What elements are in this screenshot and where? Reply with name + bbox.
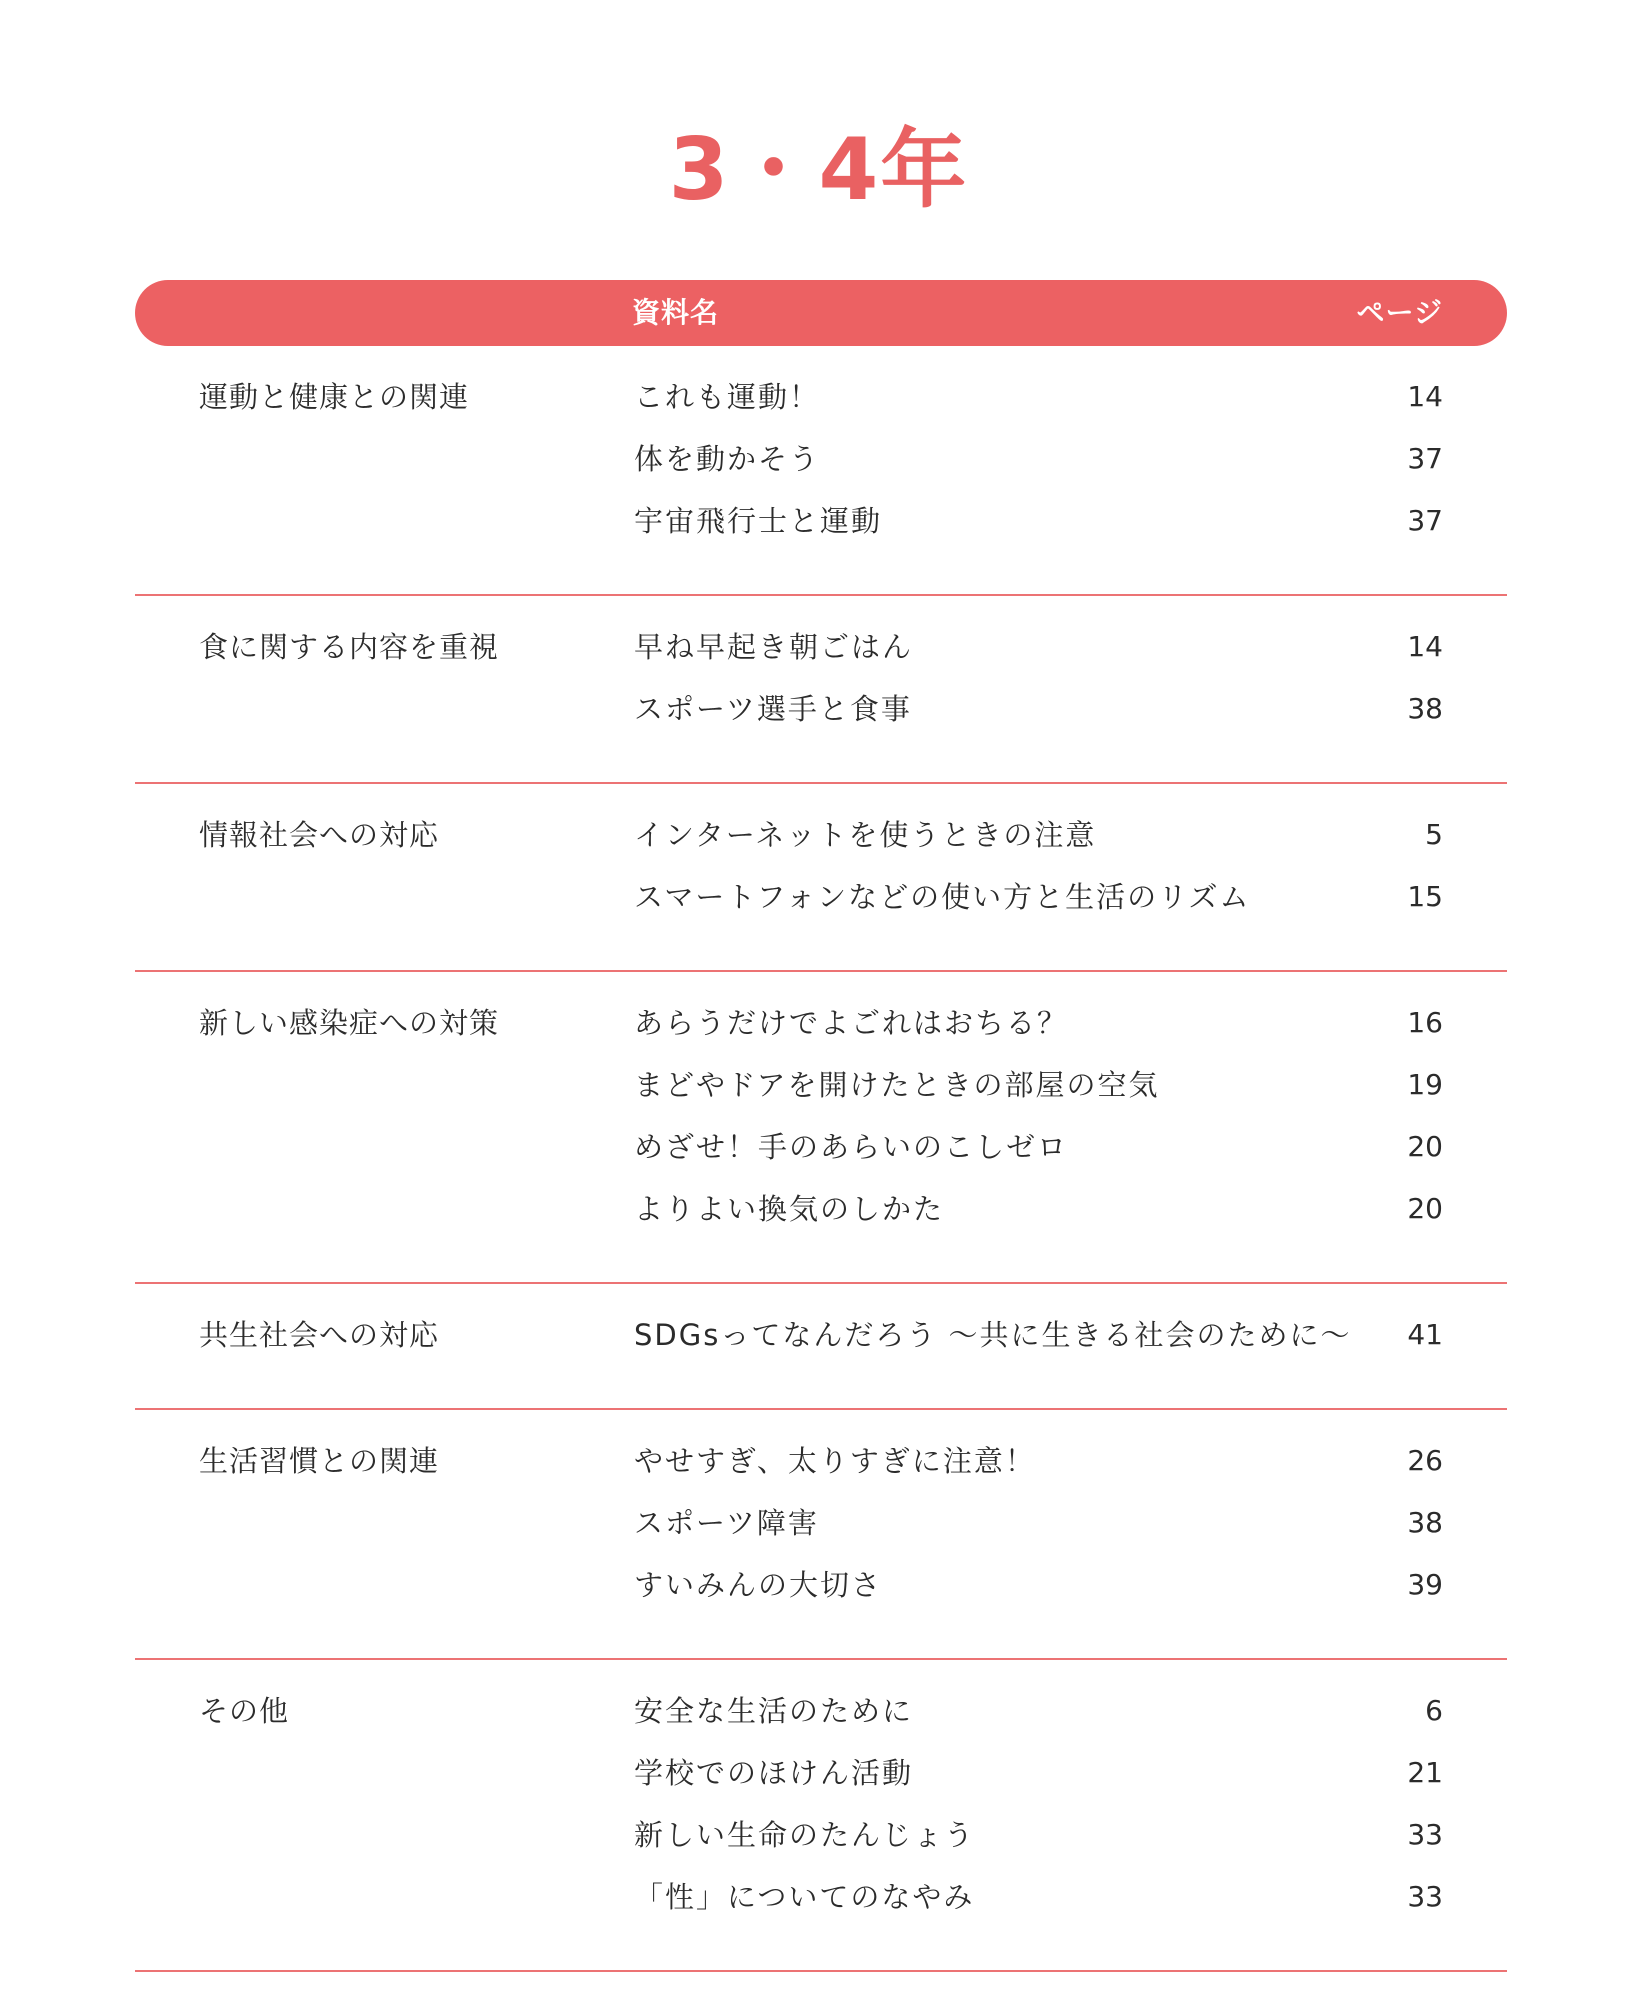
section-food bbox=[135, 596, 1507, 784]
item-name: やせすぎ、太りすぎに注意！ bbox=[634, 1444, 1036, 1478]
section-exercise-health bbox=[135, 346, 1507, 596]
item-name: インターネットを使うときの注意 bbox=[634, 818, 1097, 852]
list-item bbox=[135, 1004, 1507, 1066]
section-title: 生活習慣との関連 bbox=[199, 1444, 440, 1478]
section-infection bbox=[135, 972, 1507, 1284]
item-name: 学校でのほけん活動 bbox=[634, 1756, 914, 1790]
item-page: 39 bbox=[1407, 1568, 1443, 1601]
section-other bbox=[135, 1660, 1507, 1972]
item-name: SDGsってなんだろう 〜共に生きる社会のために〜 bbox=[634, 1318, 1352, 1352]
section-title: 食に関する内容を重視 bbox=[199, 630, 500, 664]
item-name: これも運動！ bbox=[634, 380, 821, 414]
list-item bbox=[135, 1128, 1507, 1190]
header-page: ページ bbox=[1356, 296, 1443, 329]
item-page: 5 bbox=[1425, 818, 1443, 851]
list-item bbox=[135, 1066, 1507, 1128]
list-item bbox=[135, 440, 1507, 502]
list-item bbox=[135, 690, 1507, 752]
item-name: 宇宙飛行士と運動 bbox=[634, 504, 883, 538]
item-page: 14 bbox=[1407, 380, 1443, 413]
section-title: 共生社会への対応 bbox=[199, 1318, 440, 1352]
item-name: スマートフォンなどの使い方と生活のリズム bbox=[634, 880, 1251, 914]
item-name: 体を動かそう bbox=[634, 442, 821, 476]
table-body bbox=[135, 346, 1507, 1972]
list-item bbox=[135, 1190, 1507, 1252]
item-page: 20 bbox=[1407, 1130, 1443, 1163]
item-page: 38 bbox=[1407, 1506, 1443, 1539]
item-page: 33 bbox=[1407, 1818, 1443, 1851]
section-inclusive-society bbox=[135, 1284, 1507, 1410]
item-page: 37 bbox=[1407, 504, 1443, 537]
item-name: 早ね早起き朝ごはん bbox=[634, 630, 914, 664]
item-page: 26 bbox=[1407, 1444, 1443, 1477]
section-title: 情報社会への対応 bbox=[199, 818, 440, 852]
item-page: 19 bbox=[1407, 1068, 1443, 1101]
item-name: スポーツ障害 bbox=[634, 1506, 819, 1540]
item-name: 安全な生活のために bbox=[634, 1694, 914, 1728]
item-page: 21 bbox=[1407, 1756, 1443, 1789]
item-name: 新しい生命のたんじょう bbox=[634, 1818, 976, 1852]
item-page: 16 bbox=[1407, 1006, 1443, 1039]
item-page: 33 bbox=[1407, 1880, 1443, 1913]
header-material-name: 資料名 bbox=[632, 296, 720, 329]
section-title: 運動と健康との関連 bbox=[199, 380, 470, 414]
list-item bbox=[135, 1316, 1507, 1378]
table-header bbox=[135, 280, 1507, 346]
item-page: 15 bbox=[1407, 880, 1443, 913]
list-item bbox=[135, 1878, 1507, 1940]
section-title: 新しい感染症への対策 bbox=[199, 1006, 500, 1040]
list-item bbox=[135, 878, 1507, 940]
list-item bbox=[135, 628, 1507, 690]
section-lifestyle bbox=[135, 1410, 1507, 1660]
item-page: 14 bbox=[1407, 630, 1443, 663]
list-item bbox=[135, 1754, 1507, 1816]
item-page: 20 bbox=[1407, 1192, 1443, 1225]
list-item bbox=[135, 1504, 1507, 1566]
item-page: 37 bbox=[1407, 442, 1443, 475]
section-information-society bbox=[135, 784, 1507, 972]
list-item bbox=[135, 1692, 1507, 1754]
item-name: まどやドアを開けたときの部屋の空気 bbox=[634, 1068, 1160, 1102]
item-page: 6 bbox=[1425, 1694, 1443, 1727]
item-name: すいみんの大切さ bbox=[634, 1568, 883, 1602]
list-item bbox=[135, 1816, 1507, 1878]
item-name: 「性」についてのなやみ bbox=[634, 1880, 975, 1914]
item-page: 38 bbox=[1407, 692, 1443, 725]
list-item bbox=[135, 1442, 1507, 1504]
section-title: その他 bbox=[199, 1694, 290, 1728]
list-item bbox=[135, 816, 1507, 878]
item-name: スポーツ選手と食事 bbox=[634, 692, 912, 726]
item-name: よりよい換気のしかた bbox=[634, 1192, 945, 1226]
item-name: めざせ！手のあらいのこしゼロ bbox=[634, 1130, 1069, 1164]
list-item bbox=[135, 1566, 1507, 1628]
item-name: あらうだけでよごれはおちる？ bbox=[634, 1006, 1069, 1040]
list-item bbox=[135, 378, 1507, 440]
list-item bbox=[135, 502, 1507, 564]
item-page: 41 bbox=[1407, 1318, 1443, 1351]
page-title: 3・4年 bbox=[668, 120, 969, 220]
